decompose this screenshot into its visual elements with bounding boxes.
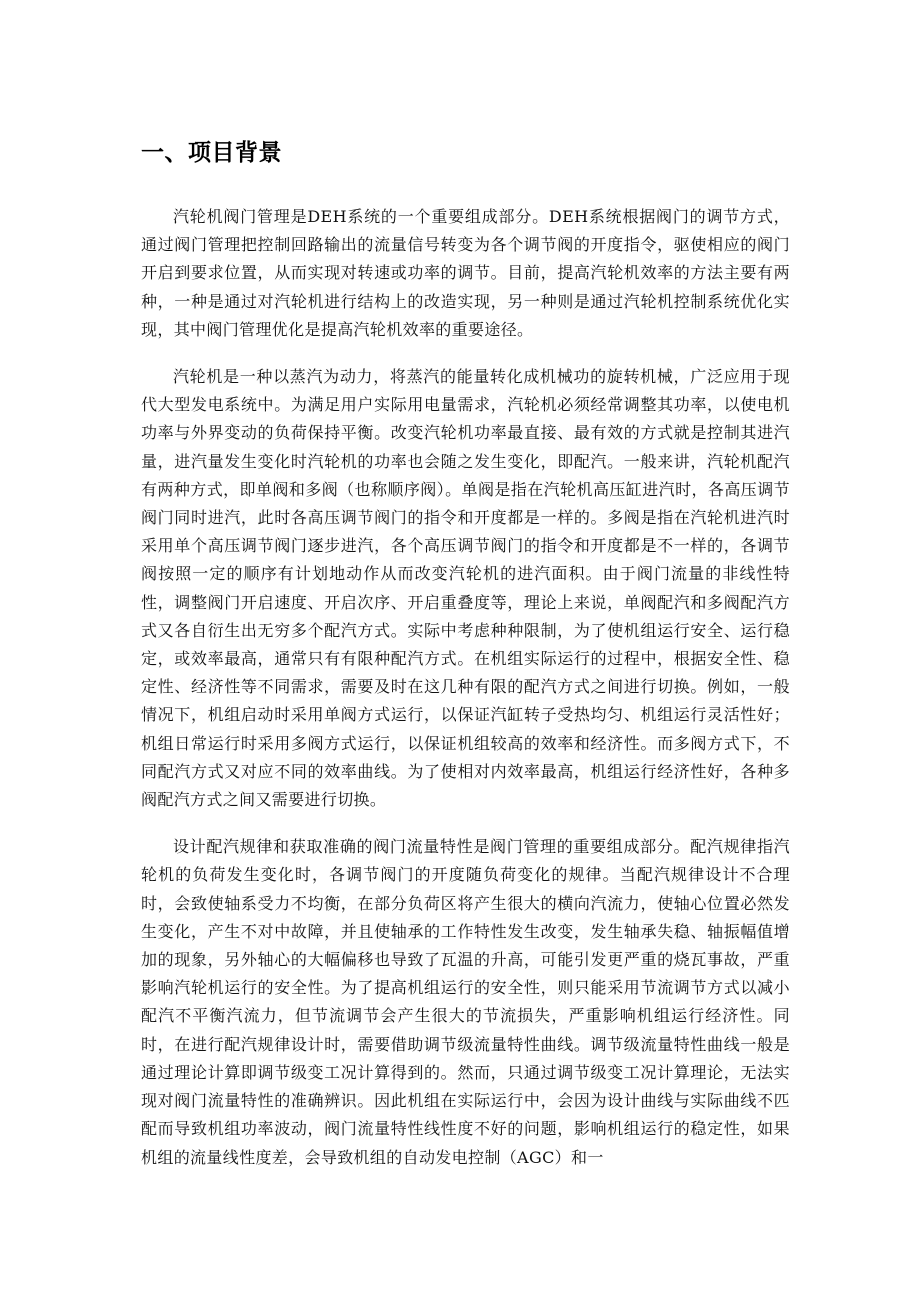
paragraph-valve-management: 汽轮机阀门管理是DEH系统的一个重要组成部分。DEH系统根据阀门的调节方式，通过阀门管理把控制回路输出的流量信号转变为各个调节阀的开度指令，驱使相应的阀门开启到要求位置，从而实现对转速或功率的调节。目前，提高汽轮机效率的方法主要有两种，一种是通过对汽轮机进行结构上的改造实现，另一种则是通过汽轮机控制系统优化实现，其中阀门管理优化是提高汽轮机效率的重要途径。	[141, 207, 790, 339]
paragraph-distribution-design: 设计配汽规律和获取准确的阀门流量特性是阀门管理的重要组成部分。配汽规律指汽轮机的负荷发生变化时，各调节阀门的开度随负荷变化的规律。当配汽规律设计不合理时，会致使轴系受力不均衡，在部分负荷区将产生很大的横向汽流力，使轴心位置必然发生变化，产生不对中故障，并且使轴承的工作特性发生改变，发生轴承失稳、轴振幅值增加的现象，另外轴心的大幅偏移也导致了瓦温的升高，可能引发更严重的烧瓦事故，严重影响汽轮机运行的安全性。为了提高机组运行的安全性，则只能采用节流调节方式以减小配汽不平衡汽流力，但节流调节会产生很大的节流损失，严重影响机组运行经济性。同时，在进行配汽规律设计时，需要借助调节级流量特性曲线。调节级流量特性曲线一般是通过理论计算即调节级变工况计算得到的。然而，只通过调节级变工况计算理论，无法实现对阀门流量特性的准确辨识。因此机组在实际运行中，会因为设计曲线与实际曲线不匹配而导致机组功率波动，阀门流量特性线性度不好的问题，影响机组运行的稳定性，如果机组的流量线性度差，会导致机组的自动发电控制（AGC）和一	[141, 837, 790, 1167]
body-text	[141, 203, 790, 1172]
paragraph-steam-distribution: 汽轮机是一种以蒸汽为动力，将蒸汽的能量转化成机械功的旋转机械，广泛应用于现代大型发电系统中。为满足用户实际用电量需求，汽轮机必须经常调整其功率，以使电机功率与外界变动的负荷保持平衡。改变汽轮机功率最直接、最有效的方式就是控制其进汽量，进汽量发生变化时汽轮机的功率也会随之发生变化，即配汽。一般来讲，汽轮机配汽有两种方式，即单阀和多阀（也称顺序阀）。单阀是指在汽轮机高压缸进汽时，各高压调节阀门同时进汽，此时各高压调节阀门的指令和开度都是一样的。多阀是指在汽轮机进汽时采用单个高压调节阀门逐步进汽，各个高压调节阀门的指令和开度都是不一样的，各调节阀按照一定的顺序有计划地动作从而改变汽轮机的进汽面积。由于阀门流量的非线性特性，调整阀门开启速度、开启次序、开启重叠度等，理论上来说，单阀配汽和多阀配汽方式又各自衍生出无穷多个配汽方式。实际中考虑种种限制，为了使机组运行安全、运行稳定，或效率最高，通常只有有限种配汽方式。在机组实际运行的过程中，根据安全性、稳定性、经济性等不同需求，需要及时在这几种有限的配汽方式之间进行切换。例如，一般情况下，机组启动时采用单阀方式运行，以保证汽缸转子受热均匀、机组运行灵活性好；机组日常运行时采用多阀方式运行，以保证机组较高的效率和经济性。而多阀方式下，不同配汽方式又对应不同的效率曲线。为了使相对内效率最高，机组运行经济性好，各种多阀配汽方式之间又需要进行切换。	[141, 367, 790, 810]
section-heading: 一、项目背景	[141, 140, 282, 166]
